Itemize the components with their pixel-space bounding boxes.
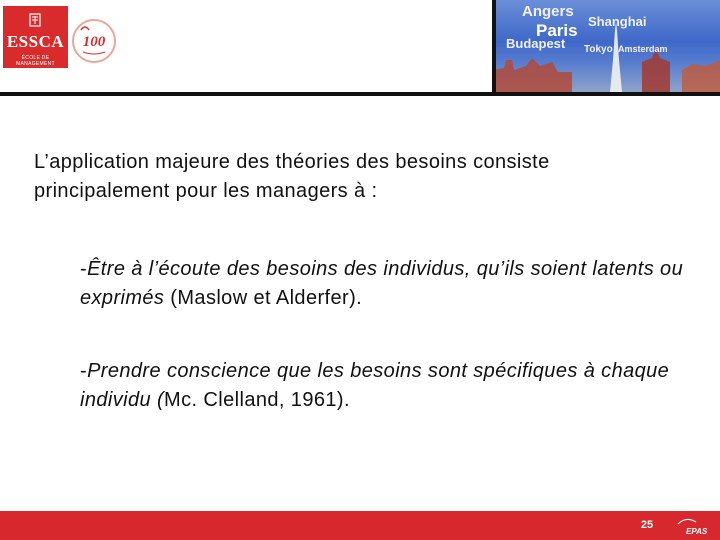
point-1-citation: (Maslow et Alderfer). <box>164 287 363 309</box>
point-2-citation: Mc. Clelland, 1961). <box>164 389 350 411</box>
city-banner-art <box>492 0 720 92</box>
crest-icon <box>27 12 43 28</box>
banner-city-3: Paris <box>536 21 578 40</box>
slide-intro: L’application majeure des théories des besoins consiste principalement pour les managers à : <box>34 151 550 202</box>
banner-city-1: Angers <box>522 3 574 20</box>
point-2-dash: - <box>80 360 88 382</box>
essca-logo-tagline: ÉCOLE DE MANAGEMENT <box>16 55 55 67</box>
essca-logo-name: ESSCA <box>6 32 65 51</box>
slide-footer <box>0 511 720 540</box>
point-2-emphasis: Prendre conscience que les besoins sont spécifiques à chaque individu ( <box>80 360 670 411</box>
city-banner <box>492 0 720 92</box>
slide-point-2 <box>80 357 700 415</box>
epas-logo-text: EPAS <box>686 527 708 536</box>
page-number: 25 <box>640 519 654 531</box>
banner-city-4: Budapest <box>506 36 566 51</box>
banner-city-2: Shanghai <box>588 14 647 29</box>
banner-city-5: Tokyo <box>584 44 613 55</box>
slide-header <box>0 0 720 96</box>
anniversary-logo <box>71 18 117 64</box>
banner-divider <box>492 0 496 96</box>
point-1-emphasis: Être à l’écoute des besoins des individus, qu’ils soient latents ou exprimés <box>80 258 684 309</box>
epas-logo <box>674 514 718 538</box>
point-1-dash: - <box>80 258 88 280</box>
essca-logo <box>3 6 68 68</box>
slide-point-1 <box>80 255 700 313</box>
header-rule <box>0 92 720 96</box>
anniversary-logo-number: 100 <box>82 34 106 50</box>
banner-city-6: Amsterdam <box>618 44 668 54</box>
